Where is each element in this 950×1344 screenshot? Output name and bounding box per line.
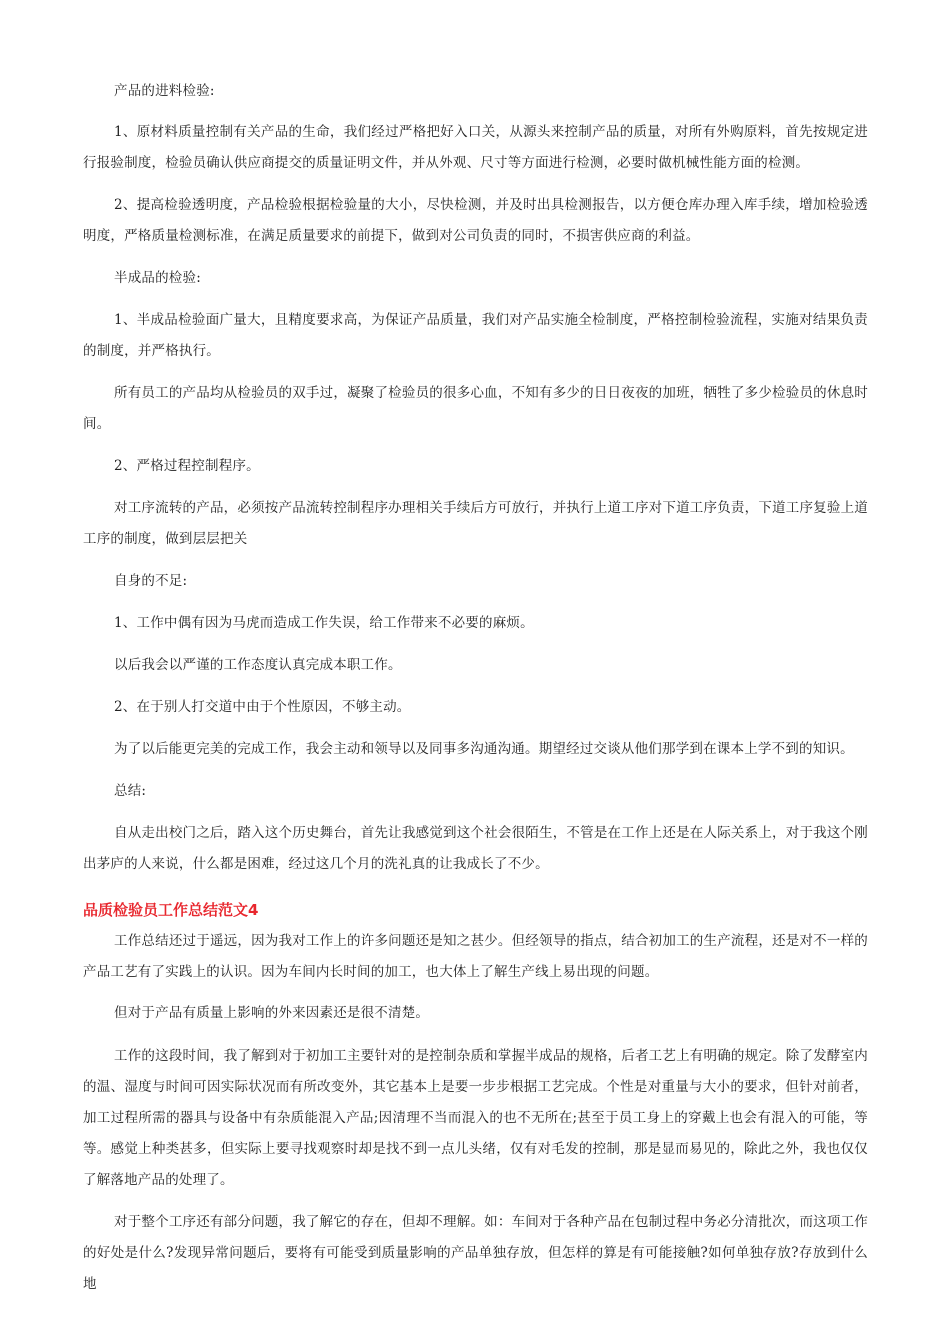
paragraph-process-flow: 对工序流转的产品，必须按产品流转控制程序办理相关手续后方可放行，并执行上道工序对下道工序负责，下道工序复验上道工序的制度，做到层层把关 — [83, 500, 868, 547]
paragraph-shortcoming-2: 2、在于别人打交道中由于个性原因，不够主动。 — [114, 699, 411, 715]
paragraph-shortcomings-title: 自身的不足: — [114, 573, 188, 589]
paragraph-sample4-intro: 工作总结还过于遥远，因为我对工作上的许多问题还是知之甚少。但经领导的指点，结合初加工的生产流程，还是对不一样的产品工艺有了实践上的认识。因为车间内长时间的加工，也大体上了解生产线上易出现的问题。 — [83, 933, 868, 980]
paragraph-improvement-1: 以后我会以严谨的工作态度认真完成本职工作。 — [114, 657, 402, 673]
paragraph-semi-finished-item-1: 1、半成品检验面广量大，且精度要求高，为保证产品质量，我们对产品实施全检制度，严格控制检验流程，实施对结果负责的制度，并严格执行。 — [83, 312, 868, 359]
paragraph-improvement-2: 为了以后能更完美的完成工作，我会主动和领导以及同事多沟通沟通。期望经过交谈从他们那学到在课本上学不到的知识。 — [114, 741, 854, 757]
section-heading: 品质检验员工作总结范文4 — [83, 901, 259, 919]
paragraph-sample4-work-period: 工作的这段时间，我了解到对于初加工主要针对的是控制杂质和掌握半成品的规格，后者工艺上有明确的规定。除了发酵室内的温、湿度与时间可因实际状况而有所改变外，其它基本上是要一步步根据工艺完成。个性是对重量与大小的要求，但针对前者，加工过程所需的器具与设备中有杂质能混入产品;因清理不当而混入的也不无所在;甚至于员工身上的穿戴上也会有混入的可能，等等。感觉上种类甚多，但实际上要寻找观察时却是找不到一点儿头绪，仅有对毛发的控制，那是显而易见的，除此之外，我也仅仅了解落地产品的处理了。 — [83, 1048, 868, 1188]
paragraph-summary-title: 总结: — [114, 783, 147, 799]
paragraph-incoming-item-1: 1、原材料质量控制有关产品的生命，我们经过严格把好入口关，从源头来控制产品的质量，对所有外购原料，首先按规定进行报验制度，检验员确认供应商提交的质量证明文件，并从外观、尺寸等方面进行检测，必要时做机械性能方面的检测。 — [83, 124, 868, 171]
paragraph-sample4-process-questions: 对于整个工序还有部分问题，我了解它的存在，但却不理解。如：车间对于各种产品在包制过程中务必分清批次，而这项工作的好处是什么?发现异常问题后，要将有可能受到质量影响的产品单独存放，但怎样的算是有可能接触?如何单独存放?存放到什么地 — [83, 1214, 868, 1292]
paragraph-shortcoming-1: 1、工作中偶有因为马虎而造成工作失误，给工作带来不必要的麻烦。 — [114, 615, 534, 631]
paragraph-sample4-external-factors: 但对于产品有质量上影响的外来因素还是很不清楚。 — [114, 1005, 430, 1021]
paragraph-process-control: 2、严格过程控制程序。 — [114, 458, 260, 474]
paragraph-incoming-inspection-title: 产品的进料检验: — [114, 83, 215, 99]
paragraph-inspector-effort: 所有员工的产品均从检验员的双手过，凝聚了检验员的很多心血，不知有多少的日日夜夜的加班，牺牲了多少检验员的休息时间。 — [83, 385, 868, 432]
paragraph-summary-body: 自从走出校门之后，踏入这个历史舞台，首先让我感觉到这个社会很陌生，不管是在工作上还是在人际关系上，对于我这个刚出茅庐的人来说，什么都是困难，经过这几个月的洗礼真的让我成长了不少。 — [83, 825, 868, 872]
paragraph-incoming-item-2: 2、提高检验透明度，产品检验根据检验量的大小，尽快检测，并及时出具检测报告，以方便仓库办理入库手续，增加检验透明度，严格质量检测标准，在满足质量要求的前提下，做到对公司负责的同时，不损害供应商的利益。 — [83, 197, 868, 244]
paragraph-semi-finished-title: 半成品的检验: — [114, 270, 201, 286]
